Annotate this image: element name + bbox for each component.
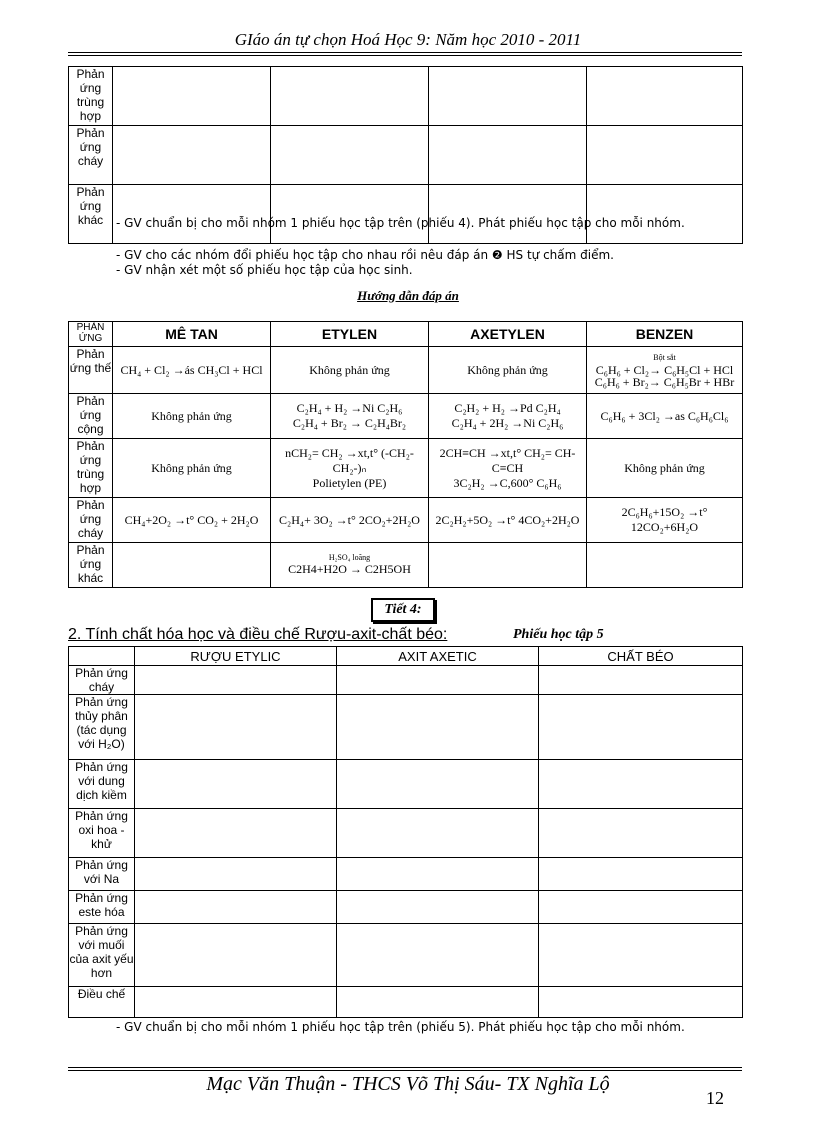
table-cell: Không phản ứng bbox=[113, 439, 271, 498]
table-cell bbox=[337, 666, 539, 695]
table-cell bbox=[429, 67, 587, 126]
table-row bbox=[69, 498, 743, 543]
row-label: Phản ứng với dung dịch kiềm bbox=[69, 760, 135, 809]
table-row bbox=[69, 695, 743, 760]
table-cell bbox=[539, 666, 743, 695]
column-header: AXIT AXETIC bbox=[337, 647, 539, 666]
table-row bbox=[69, 543, 743, 588]
instruction-paragraph: - GV chuẩn bị cho mỗi nhóm 1 phiếu học tập trên (phiếu 4). Phát phiếu học tập cho mỗi nhóm. bbox=[116, 216, 685, 230]
row-label: Phản ứng thế bbox=[69, 347, 113, 394]
table-cell bbox=[337, 695, 539, 760]
footer-author: Mạc Văn Thuận - THCS Võ Thị Sáu- TX Nghĩa Lộ bbox=[206, 1073, 610, 1095]
table-cell: CH₄+2O₂ →t° CO₂ + 2H₂O bbox=[113, 498, 271, 543]
table-row bbox=[69, 67, 743, 126]
table-cell bbox=[337, 891, 539, 924]
table-cell bbox=[587, 126, 743, 185]
table-cell bbox=[135, 695, 337, 760]
table-row bbox=[69, 185, 743, 244]
table-cell: 2C₆H₆+15O₂ →t° 12CO₂+6H₂O bbox=[587, 498, 743, 543]
table-cell bbox=[271, 126, 429, 185]
table-row bbox=[69, 394, 743, 439]
column-header: ETYLEN bbox=[271, 322, 429, 347]
instruction-paragraph: - GV chuẩn bị cho mỗi nhóm 1 phiếu học tập trên (phiếu 5). Phát phiếu học tập cho mỗi nhóm. bbox=[116, 1020, 685, 1034]
table-cell bbox=[271, 185, 429, 244]
instruction-paragraph: - GV cho các nhóm đổi phiếu học tập cho nhau rồi nêu đáp án ❷ HS tự chấm điểm. bbox=[116, 248, 614, 262]
table-cell bbox=[337, 760, 539, 809]
table-cell: 2CH≡CH →xt,t° CH₂= CH-C≡CH 3C₂H₂ →C,600° C₆H₆ bbox=[429, 439, 587, 498]
table-cell bbox=[135, 666, 337, 695]
table-cell bbox=[539, 695, 743, 760]
table-row bbox=[69, 666, 743, 695]
column-header: BENZEN bbox=[587, 322, 743, 347]
row-label: Phản ứng cháy bbox=[69, 498, 113, 543]
table-cell bbox=[587, 185, 743, 244]
page-header-title: GIáo án tự chọn Hoá Học 9: Năm học 2010 - 2011 bbox=[234, 30, 582, 49]
row-label: Phản ứng với muối của axit yếu hơn bbox=[69, 924, 135, 987]
column-header: AXETYLEN bbox=[429, 322, 587, 347]
table-cell bbox=[271, 67, 429, 126]
table-cell bbox=[113, 126, 271, 185]
row-label: Phản ứng oxi hoa - khử bbox=[69, 809, 135, 858]
table-cell bbox=[539, 924, 743, 987]
table-cell bbox=[337, 924, 539, 987]
table-cell bbox=[337, 809, 539, 858]
table-cell: Bột sắt C₆H₆ + Cl₂→ C₆H₅Cl + HCl C₆H₆ + Br₂→ C₆H₅Br + HBr bbox=[587, 347, 743, 394]
footer-rule bbox=[68, 1067, 742, 1068]
table-cell bbox=[337, 858, 539, 891]
row-label: Phản ứng cộng bbox=[69, 394, 113, 439]
table-row bbox=[69, 439, 743, 498]
table-cell bbox=[539, 858, 743, 891]
row-label: Phản ứng trùng hợp bbox=[69, 439, 113, 498]
row-label: Phản ứng cháy bbox=[69, 666, 135, 695]
table-row bbox=[69, 126, 743, 185]
table-cell bbox=[135, 760, 337, 809]
row-label: Phản ứng khác bbox=[69, 185, 113, 244]
table-cell: nCH₂= CH₂ →xt,t° (-CH₂-CH₂-)ₙ Polietylen (PE) bbox=[271, 439, 429, 498]
column-header: RƯỢU ETYLIC bbox=[135, 647, 337, 666]
table-cell: 2C₂H₂+5O₂ →t° 4CO₂+2H₂O bbox=[429, 498, 587, 543]
table-cell bbox=[113, 543, 271, 588]
table-cell: C₂H₄+ 3O₂ →t° 2CO₂+2H₂O bbox=[271, 498, 429, 543]
table-header-row bbox=[69, 647, 743, 666]
page-number: 12 bbox=[706, 1088, 724, 1108]
table-cell bbox=[429, 543, 587, 588]
table-cell bbox=[539, 809, 743, 858]
answer-table bbox=[68, 321, 743, 588]
row-label: Phản ứng khác bbox=[69, 543, 113, 588]
table-row bbox=[69, 760, 743, 809]
footer-rule bbox=[68, 1070, 742, 1071]
table-cell bbox=[429, 126, 587, 185]
instruction-paragraph: - GV nhận xét một số phiếu học tập của học sinh. bbox=[116, 263, 413, 277]
header-rule bbox=[68, 52, 742, 53]
table-row bbox=[69, 987, 743, 1018]
table-cell bbox=[539, 987, 743, 1018]
table-row bbox=[69, 891, 743, 924]
table-cell bbox=[539, 760, 743, 809]
column-header: MÊ TAN bbox=[113, 322, 271, 347]
table-row bbox=[69, 924, 743, 987]
table-header-row bbox=[69, 322, 743, 347]
table-cell bbox=[135, 891, 337, 924]
corner-cell bbox=[69, 647, 135, 666]
section-title: 2. Tính chất hóa học và điều chế Rượu-axit-chất béo: bbox=[68, 626, 448, 643]
table-row bbox=[69, 809, 743, 858]
table-cell: Không phản ứng bbox=[587, 439, 743, 498]
table-cell: H₂SO₄ loãng C2H4+H2O → C2H5OH bbox=[271, 543, 429, 588]
table-cell bbox=[539, 891, 743, 924]
answer-heading: Hướng dẫn đáp án bbox=[357, 288, 459, 303]
table-row bbox=[69, 347, 743, 394]
table-cell bbox=[135, 924, 337, 987]
column-header: CHẤT BÉO bbox=[539, 647, 743, 666]
table-cell: Không phản ứng bbox=[271, 347, 429, 394]
table-cell bbox=[587, 543, 743, 588]
table-cell bbox=[135, 809, 337, 858]
worksheet5-table bbox=[68, 646, 743, 1018]
table-row bbox=[69, 858, 743, 891]
table-cell: CH₄ + Cl₂ →ás CH₃Cl + HCl bbox=[113, 347, 271, 394]
table-cell: C₂H₄ + H₂ →Ni C₂H₆ C₂H₄ + Br₂ → C₂H₄Br₂ bbox=[271, 394, 429, 439]
row-label: Phản ứng thủy phân (tác dụng với H₂O) bbox=[69, 695, 135, 760]
table-cell bbox=[113, 185, 271, 244]
table-cell bbox=[587, 67, 743, 126]
row-label: Phản ứng este hóa bbox=[69, 891, 135, 924]
table-cell bbox=[113, 67, 271, 126]
table-cell: Không phản ứng bbox=[429, 347, 587, 394]
table-cell bbox=[429, 185, 587, 244]
row-label: Điều chế bbox=[69, 987, 135, 1018]
table-cell bbox=[135, 987, 337, 1018]
lesson-label: Tiết 4: bbox=[371, 598, 435, 622]
header-rule bbox=[68, 55, 742, 56]
worksheet-label: Phiếu học tập 5 bbox=[513, 627, 604, 642]
row-label: Phản ứng với Na bbox=[69, 858, 135, 891]
table-cell bbox=[337, 987, 539, 1018]
table-cell: C₂H₂ + H₂ →Pd C₂H₄ C₂H₄ + 2H₂ →Ni C₂H₆ bbox=[429, 394, 587, 439]
row-label: Phản ứng cháy bbox=[69, 126, 113, 185]
table-cell: C₆H₆ + 3Cl₂ →as C₆H₆Cl₆ bbox=[587, 394, 743, 439]
table-cell: Không phản ứng bbox=[113, 394, 271, 439]
corner-label: PHẢN ỨNG bbox=[69, 322, 113, 347]
row-label: Phản ứng trùng hợp bbox=[69, 67, 113, 126]
table-cell bbox=[135, 858, 337, 891]
